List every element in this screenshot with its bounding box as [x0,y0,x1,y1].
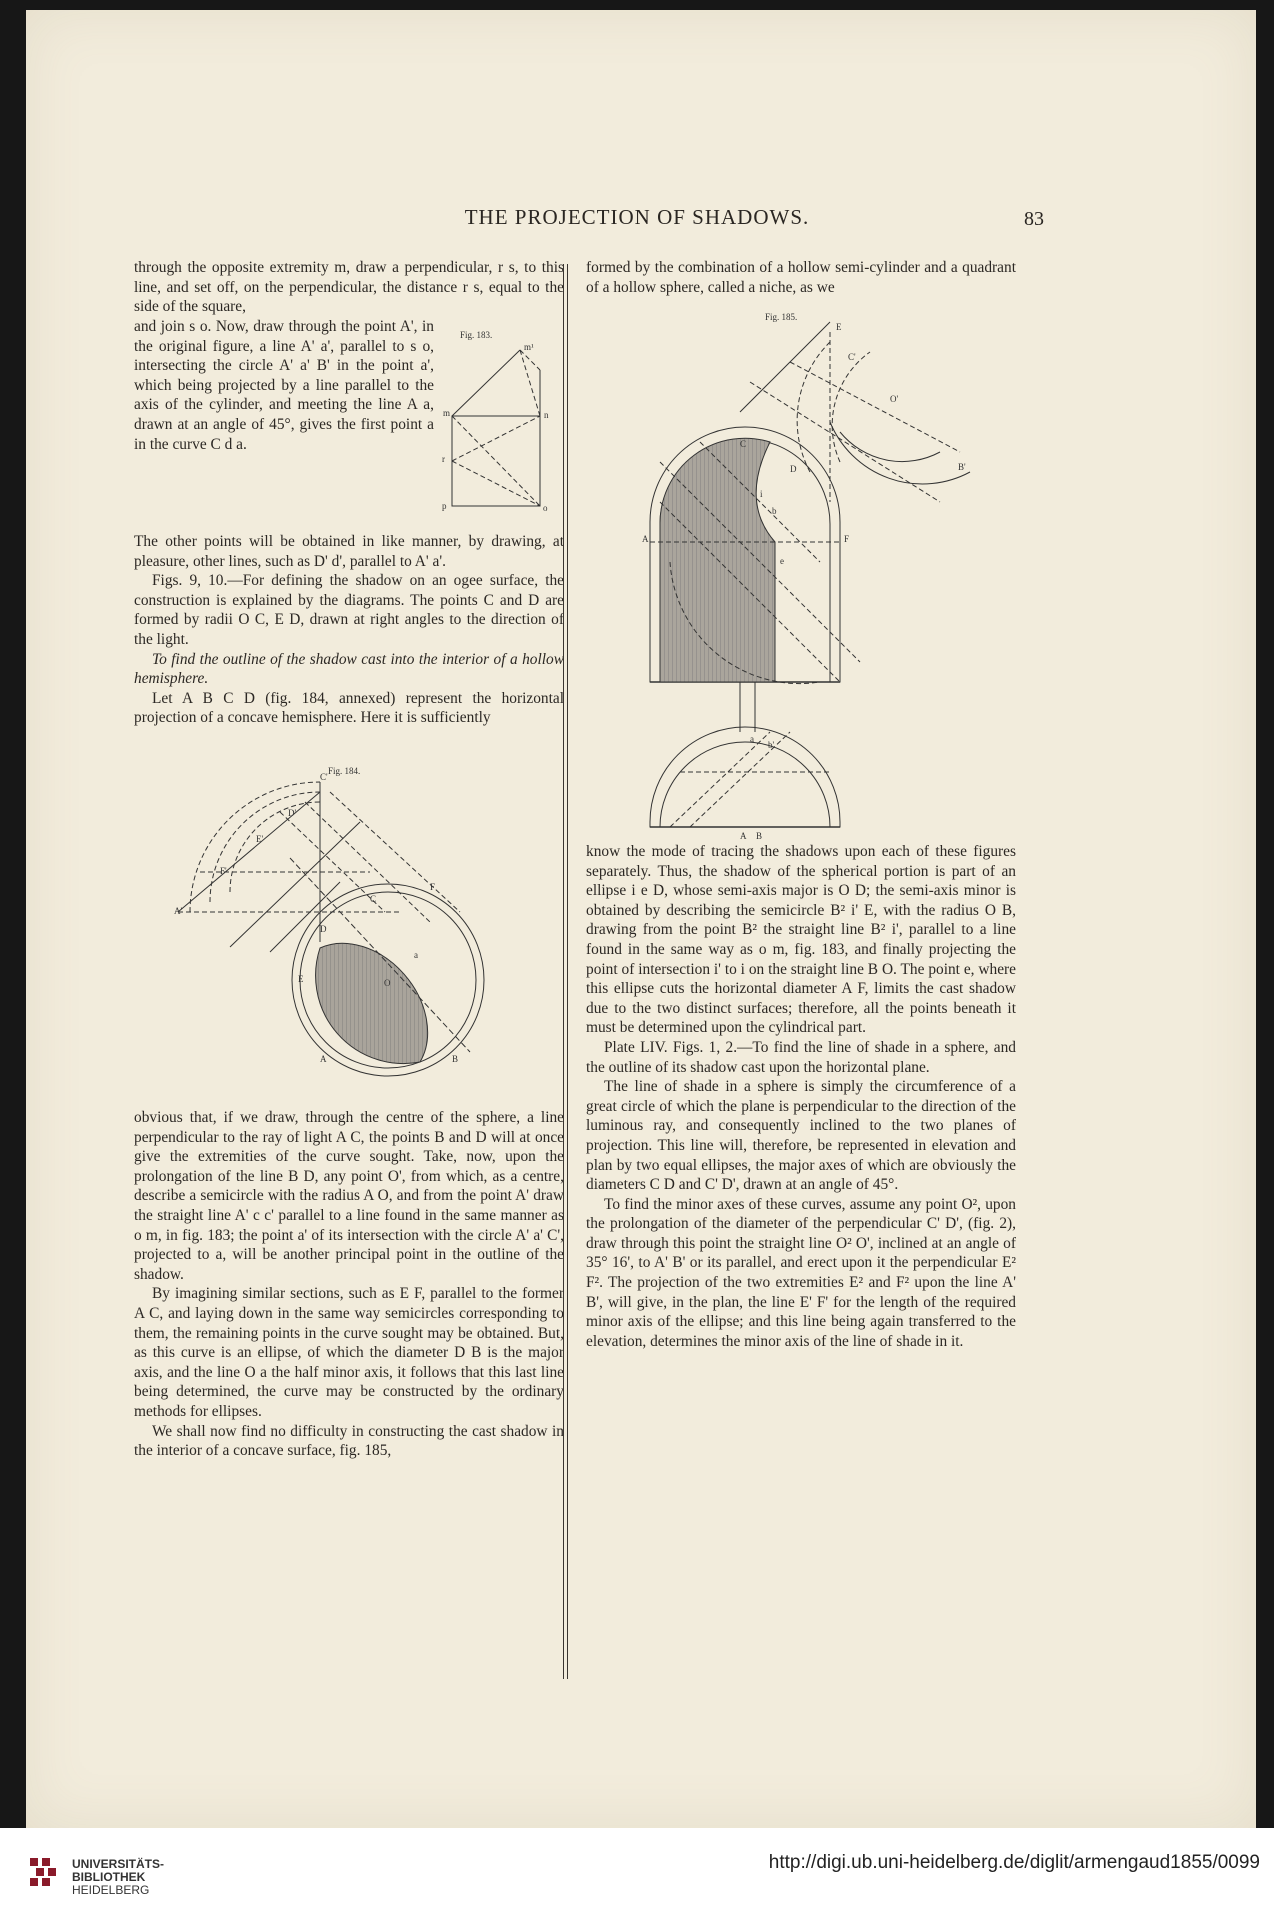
footer-bar [0,1828,1274,1923]
svg-text:C': C' [848,352,856,362]
svg-text:r: r [442,454,445,464]
figure-caption: Fig. 183. [460,330,493,340]
figure-184 [170,762,520,1087]
right-column-bottom [586,842,1016,1351]
paragraph: The line of shade in a sphere is simply the circumference of a great circle of which the plane is perpendicular to the direction of the luminous ray, and consequently inclined to the two planes of projection. This line will, therefore, be represented in elevation and plan by two equal ellipses, the major axes of which are obviously the diameters C D and C' D', drawn at an angle of 45°. [586,1078,1016,1194]
left-column-wrap [134,317,434,454]
svg-text:a: a [750,734,754,744]
running-head: THE PROJECTION OF SHADOWS. [464,205,810,229]
plate-reference: Plate LIV. Figs. 1, 2.—To find the line of shade in a sphere, and the outline of its shadow cast upon the horizontal plane. [586,1038,1016,1076]
svg-text:B: B [452,1054,459,1064]
svg-text:C: C [740,439,747,449]
left-column-top [134,258,564,317]
svg-text:O: O [384,978,391,988]
svg-text:A: A [740,831,747,841]
svg-text:F: F [430,882,436,892]
left-column-bottom [134,1108,564,1461]
svg-text:F': F' [220,866,227,876]
paragraph: To find the minor axes of these curves, assume any point O², upon the prolongation of the diameter of the perpendicular C' D', (fig. 2), draw through this point the straight line O² O', inclined at an angle of 35° 16', to A' B' or its parallel, and erect upon it the perpendicular E² F². The projection of the two extremities E² and F² upon the line A' B', will give, in the plan, the line E' F' for the length of the required minor axis of the ellipse; and this line being again transferred to the elevation, determines the minor axis of the line of shade in it. [586,1195,1016,1350]
right-column-top [586,258,1016,297]
logo-text: UNIVERSITÄTS- BIBLIOTHEK HEIDELBERG [72,1857,165,1897]
svg-text:e: e [780,556,784,566]
svg-text:D': D' [288,808,297,818]
page-number: 83 [1024,208,1044,230]
paragraph: The other points will be obtained in like manner, by drawing, at pleasure, other lines, such as D' d', parallel to A' a'. [134,533,564,570]
paragraph: formed by the combination of a hollow semi-cylinder and a quadrant of a hollow sphere, called a niche, as we [586,259,1016,296]
figure-183 [440,326,565,521]
paragraph: obvious that, if we draw, through the centre of the sphere, a line perpendicular to the ray of light A C, the points B and D will at once give the extremities of the curve sought. Take, now, upon the prolongation of the line B D, any point O', from which, as a centre, describe a semicircle with the radius A O, and from the point A' draw the straight line A' c c' parallel to a line found in the same manner as o m, in fig. 183; the point a' of its intersection with the circle A' a' C', projected to a, will be another principal point in the outline of the shadow. [134,1109,564,1283]
paragraph: By imagining similar sections, such as E F, parallel to the former A C, and laying down in the same way semicircles corresponding to them, the remaining points in the curve sought may be obtained. But, as this curve is an ellipse, of which the diameter D B is the major axis, and the line O a the half minor axis, it follows that this last line being determined, the curve may be constructed by the ordinary methods for ellipses. [134,1285,564,1420]
svg-text:A: A [320,1054,327,1064]
svg-text:b: b [772,506,777,516]
section-heading: To find the outline of the shadow cast into the interior of a hollow hemisphere. [134,650,564,688]
svg-text:m¹: m¹ [524,342,534,352]
column-rule [567,264,568,1679]
svg-text:b': b' [768,740,775,750]
svg-text:m: m [443,408,451,418]
svg-text:D: D [320,924,327,934]
svg-text:n: n [544,410,549,420]
left-column-mid [134,532,564,728]
svg-text:a: a [414,950,418,960]
paragraph: and join s o. Now, draw through the point A', in the original figure, a line A' a', parallel to s o, intersecting the circle A' a' B' in the point a', which being projected by a line parallel to the axis of the cylinder, and meeting the line A a, drawn at an angle of 45°, gives the first point a in the curve C d a. [134,318,434,453]
svg-text:E: E [298,974,304,984]
figure-caption: Fig. 184. [328,766,361,776]
svg-text:E: E [836,322,842,332]
svg-text:i: i [760,489,763,499]
svg-text:C: C [370,894,377,904]
svg-text:D: D [790,464,797,474]
svg-text:A: A [642,534,649,544]
svg-text:E': E' [256,834,264,844]
paragraph: Let A B C D (fig. 184, annexed) represent the horizontal projection of a concave hemisphere. Here it is sufficiently [134,689,564,727]
paragraph: through the opposite extremity m, draw a perpendicular, r s, to this line, and set off, on the perpendicular, the distance r s, equal to the side of the square, [134,259,564,316]
paragraph: Figs. 9, 10.—For defining the shadow on an ogee surface, the construction is explained by the diagrams. The points C and D are formed by radii O C, E D, drawn at right angles to the direction of the light. [134,572,564,648]
svg-text:o: o [543,503,548,513]
svg-text:B': B' [958,462,966,472]
svg-text:A': A' [174,906,183,916]
paragraph: know the mode of tracing the shadows upon each of these figures separately. Thus, the shadow of the spherical portion is part of an ellipse i e D, whose semi-axis major is O D; the semi-axis minor is obtained by describing the semicircle B² i' E, with the radius O B, drawing from the point B² the straight line B² i', parallel to a line found in the same way as o m, fig. 183, and finally projecting the point of intersection i' to i on the straight line B O. The point e, where this ellipse cuts the horizontal diameter A F, limits the cast shadow due to the two distinct surfaces; therefore, all the points beneath it must be determined upon the cylindrical part. [586,843,1016,1037]
paragraph: We shall now find no difficulty in constructing the cast shadow in the interior of a concave surface, fig. 185, [134,1422,564,1460]
svg-text:p: p [442,501,447,511]
svg-text:B: B [756,831,763,841]
svg-text:C': C' [320,772,328,782]
figure-caption: Fig. 185. [765,312,798,322]
permalink-url[interactable]: http://digi.ub.uni-heidelberg.de/diglit/armengaud1855/0099 [768,1852,1260,1873]
university-library-logo [30,1858,64,1897]
svg-text:F: F [844,534,850,544]
paragraph [586,1038,1016,1077]
figure-185 [640,302,980,841]
svg-text:O': O' [890,394,899,404]
column-rule [563,264,564,1679]
